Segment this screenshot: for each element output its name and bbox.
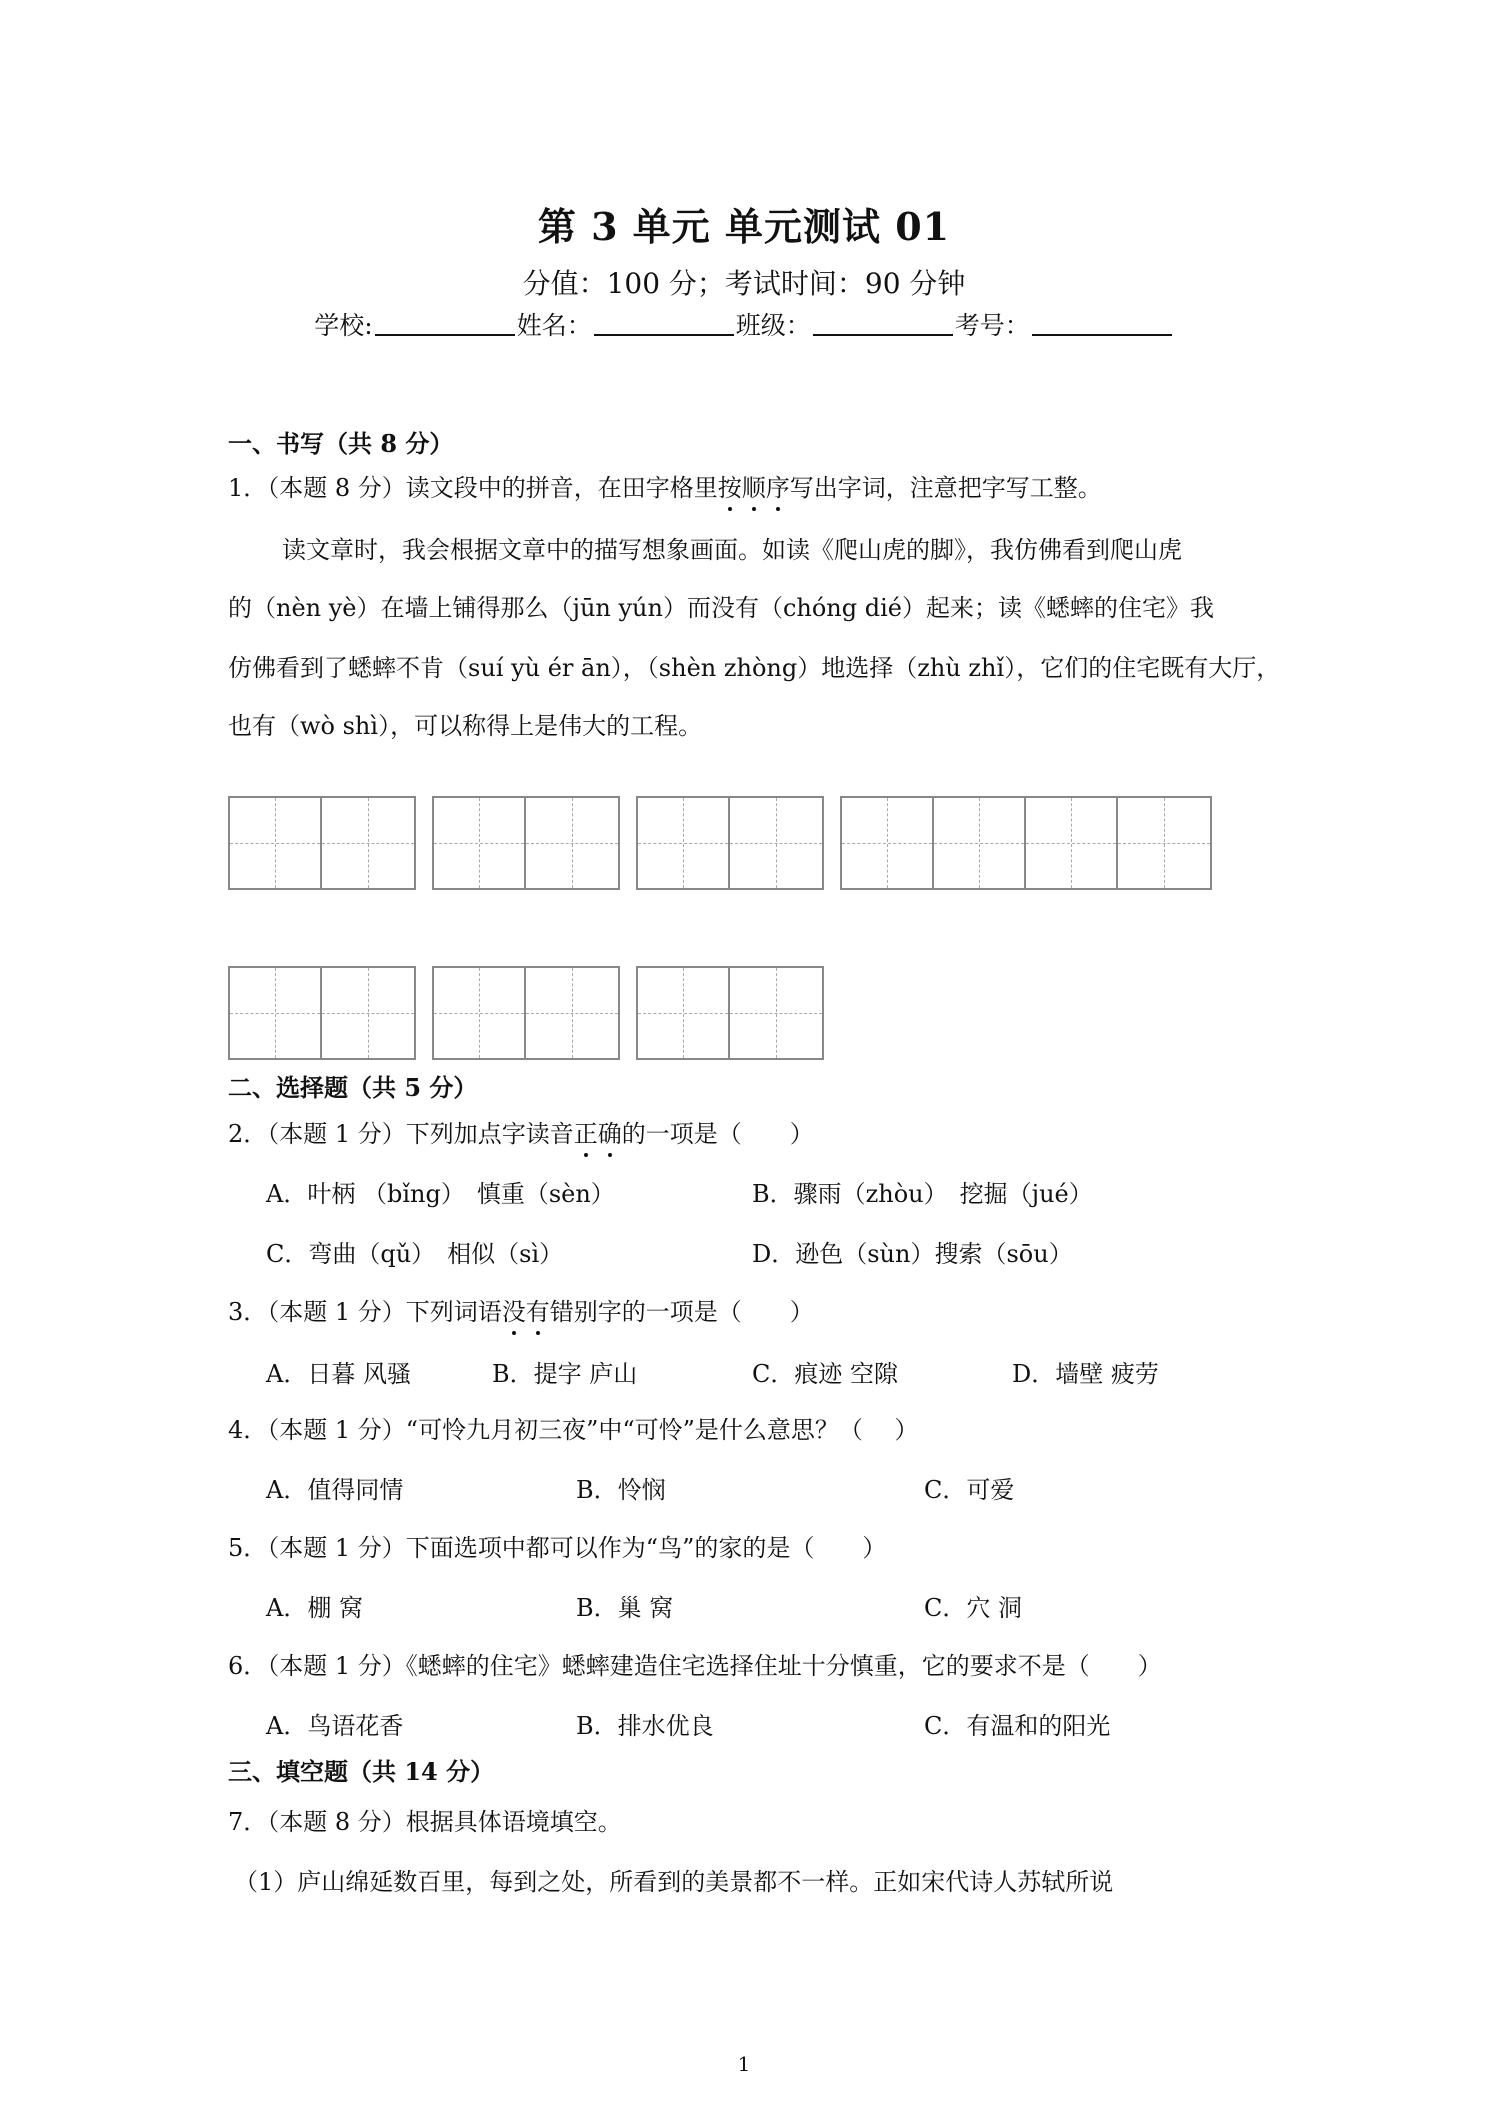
q2-text-post: 的一项是（ ） xyxy=(621,1120,814,1148)
tianzige-cell[interactable] xyxy=(230,798,322,888)
q1-dotted-text xyxy=(718,474,790,502)
tianzige-block[interactable] xyxy=(636,966,824,1060)
emphasis-char: 顺 xyxy=(742,468,766,503)
q2-option-d[interactable]: D．逊色（sùn）搜索（sōu） xyxy=(752,1240,1073,1268)
school-blank[interactable] xyxy=(375,310,515,336)
section2-heading: 二、选择题（共 5 分） xyxy=(228,1073,478,1102)
writing-grid-row-2 xyxy=(228,966,824,1060)
q1-text-post: 写出字词，注意把字写工整。 xyxy=(789,474,1102,502)
q2-option-b[interactable]: B．骤雨（zhòu） 挖掘（jué） xyxy=(752,1180,1093,1208)
passage-line-2: 的（nèn yè）在墙上铺得那么（jūn yún）而没有（chóng dié）起来；读《蟋蟀的住宅》我 xyxy=(228,594,1215,622)
tianzige-cell[interactable] xyxy=(1026,798,1118,888)
question-3 xyxy=(228,1292,814,1327)
q2-option-c[interactable]: C．弯曲（qǔ） 相似（sì） xyxy=(266,1240,564,1268)
q3-option-a[interactable]: A．日暮 风骚 xyxy=(266,1360,411,1388)
writing-grid-row-1 xyxy=(228,796,1212,890)
q2-dotted-text xyxy=(574,1120,622,1148)
tianzige-cell[interactable] xyxy=(1118,798,1210,888)
name-label: 姓名： xyxy=(516,311,592,340)
tianzige-cell[interactable] xyxy=(322,798,414,888)
q5-option-a[interactable]: A．棚 窝 xyxy=(266,1594,363,1622)
tianzige-cell[interactable] xyxy=(730,968,822,1058)
question-2 xyxy=(228,1114,814,1149)
tianzige-block[interactable] xyxy=(840,796,1212,890)
tianzige-block[interactable] xyxy=(228,966,416,1060)
tianzige-cell[interactable] xyxy=(434,798,526,888)
section3-heading: 三、填空题（共 14 分） xyxy=(228,1757,495,1786)
question-7-part-1: （1）庐山绵延数百里，每到之处，所看到的美景都不一样。正如宋代诗人苏轼所说 xyxy=(234,1868,1114,1896)
emphasis-char: 序 xyxy=(766,468,790,503)
q3-dotted-text xyxy=(502,1298,550,1326)
exam-number-label: 考号： xyxy=(954,311,1030,340)
tianzige-cell[interactable] xyxy=(230,968,322,1058)
q5-option-c[interactable]: C．穴 洞 xyxy=(924,1594,1022,1622)
tianzige-cell[interactable] xyxy=(638,798,730,888)
emphasis-char: 有 xyxy=(526,1292,550,1327)
passage-line-1: 读文章时，我会根据文章中的描写想象画面。如读《爬山虎的脚》，我仿佛看到爬山虎 xyxy=(282,536,1182,564)
tianzige-cell[interactable] xyxy=(322,968,414,1058)
q4-option-b[interactable]: B．怜悯 xyxy=(576,1476,666,1504)
passage-line-4: 也有（wò shì），可以称得上是伟大的工程。 xyxy=(228,712,703,740)
q4-option-c[interactable]: C．可爱 xyxy=(924,1476,1015,1504)
school-label: 学校: xyxy=(314,311,373,340)
emphasis-char: 按 xyxy=(718,468,742,503)
q5-option-b[interactable]: B．巢 窝 xyxy=(576,1594,674,1622)
emphasis-char: 没 xyxy=(502,1292,526,1327)
tianzige-cell[interactable] xyxy=(842,798,934,888)
tianzige-cell[interactable] xyxy=(526,798,618,888)
student-info-line xyxy=(0,306,1488,342)
question-5: 5．（本题 1 分）下面选项中都可以作为“鸟”的家的是（ ） xyxy=(228,1534,887,1562)
emphasis-char: 正 xyxy=(574,1114,598,1149)
tianzige-cell[interactable] xyxy=(638,968,730,1058)
tianzige-block[interactable] xyxy=(228,796,416,890)
tianzige-block[interactable] xyxy=(636,796,824,890)
question-7: 7．（本题 8 分）根据具体语境填空。 xyxy=(228,1808,622,1836)
q3-option-c[interactable]: C．痕迹 空隙 xyxy=(752,1360,898,1388)
q6-option-a[interactable]: A．鸟语花香 xyxy=(266,1712,404,1740)
q2-option-a[interactable]: A．叶柄 （bǐng） 慎重（sèn） xyxy=(266,1180,615,1208)
q6-option-b[interactable]: B．排水优良 xyxy=(576,1712,714,1740)
q1-text-pre: 1．（本题 8 分）读文段中的拼音，在田字格里 xyxy=(228,474,718,502)
exam-number-blank[interactable] xyxy=(1032,310,1172,336)
page-subtitle: 分值：100 分；考试时间：90 分钟 xyxy=(522,267,966,300)
emphasis-char: 确 xyxy=(598,1114,622,1149)
page-number: 1 xyxy=(737,2052,751,2076)
q3-text-pre: 3．（本题 1 分）下列词语 xyxy=(228,1298,502,1326)
q3-option-d[interactable]: D．墙壁 疲劳 xyxy=(1012,1360,1159,1388)
q4-option-a[interactable]: A．值得同情 xyxy=(266,1476,404,1504)
q6-option-c[interactable]: C．有温和的阳光 xyxy=(924,1712,1111,1740)
tianzige-cell[interactable] xyxy=(434,968,526,1058)
question-4: 4．（本题 1 分）“可怜九月初三夜”中“可怜”是什么意思？（ ） xyxy=(228,1416,919,1444)
question-6: 6．（本题 1 分）《蟋蟀的住宅》蟋蟀建造住宅选择住址十分慎重，它的要求不是（ ） xyxy=(228,1652,1162,1680)
tianzige-block[interactable] xyxy=(432,966,620,1060)
q3-text-post: 错别字的一项是（ ） xyxy=(549,1298,814,1326)
page-title: 第 3 单元 单元测试 01 xyxy=(537,204,951,249)
question-1 xyxy=(228,468,1102,503)
tianzige-cell[interactable] xyxy=(730,798,822,888)
name-blank[interactable] xyxy=(594,310,734,336)
class-blank[interactable] xyxy=(813,310,953,336)
passage-line-3: 仿佛看到了蟋蟀不肯（suí yù ér ān），（shèn zhòng）地选择（zhù zhǐ），它们的住宅既有大厅， xyxy=(228,654,1281,682)
q2-text-pre: 2．（本题 1 分）下列加点字读音 xyxy=(228,1120,574,1148)
q3-option-b[interactable]: B．提字 庐山 xyxy=(492,1360,638,1388)
tianzige-cell[interactable] xyxy=(526,968,618,1058)
tianzige-block[interactable] xyxy=(432,796,620,890)
tianzige-cell[interactable] xyxy=(934,798,1026,888)
class-label: 班级： xyxy=(735,311,811,340)
section1-heading: 一、书写（共 8 分） xyxy=(228,429,454,458)
